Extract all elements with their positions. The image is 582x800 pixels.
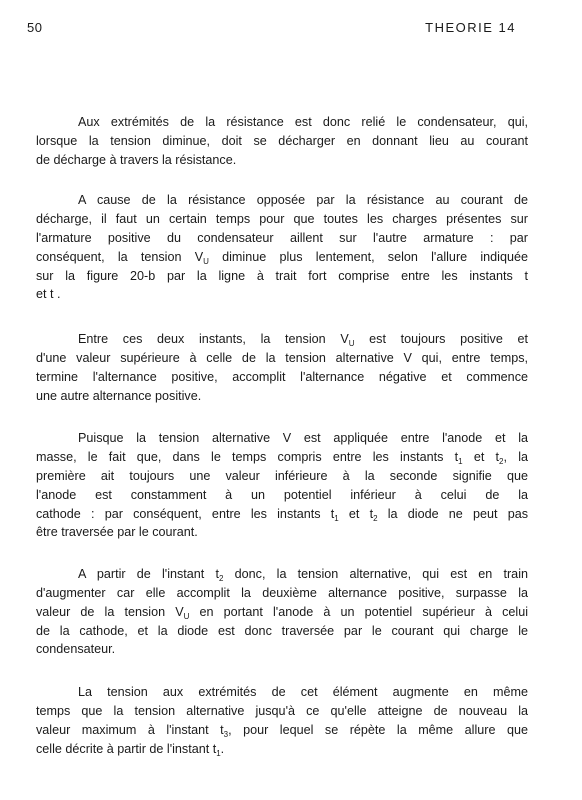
- text-line: Aux extrémités de la résistance est donc relié le condensateur, qui,: [78, 115, 528, 129]
- subscript: 1: [458, 457, 463, 467]
- text-line: être traversée par le courant.: [36, 525, 198, 540]
- body-text: [36, 113, 528, 777]
- text-run: et t: [338, 506, 374, 521]
- page-number: 50: [27, 20, 43, 35]
- text-run: en portant l'anode à un potentiel supérieur à celui: [189, 604, 528, 619]
- text-line: de décharge à travers la résistance.: [36, 152, 237, 167]
- paragraph-1: [36, 113, 528, 169]
- text-run: masse, le fait que, dans le temps compris entre les instants t: [36, 450, 459, 465]
- subscript: 3: [223, 729, 229, 739]
- text-run: celle décrite à partir de l'instant t: [36, 741, 217, 756]
- text-line: [36, 248, 528, 267]
- text-run: la diode ne peut pas: [377, 506, 529, 521]
- text-line: Puisque la tension alternative V est appliquée entre l'anode et la: [78, 431, 528, 446]
- subscript: 2: [499, 457, 504, 467]
- running-title: THEORIE 14: [425, 20, 516, 35]
- text-line: d'une valeur supérieure à celle de la tension alternative V qui, entre temps,: [36, 350, 528, 365]
- text-line: [36, 565, 528, 584]
- text-run: Entre ces deux instants, la tension V: [78, 332, 349, 347]
- text-run: diminue plus lentement, selon l'allure indiquée: [208, 249, 528, 264]
- text-line: [36, 330, 528, 349]
- text-run: valeur de la tension V: [36, 604, 184, 619]
- text-line: et t .: [36, 287, 61, 302]
- paragraph-4: [36, 429, 528, 542]
- subscript: 2: [219, 574, 224, 584]
- subscript: U: [348, 339, 355, 349]
- subscript: 2: [373, 513, 378, 523]
- subscript: 1: [334, 513, 339, 523]
- text-run: , pour lequel se répète la même allure que: [228, 722, 528, 737]
- text-run: donc, la tension alternative, qui est en train: [223, 567, 528, 582]
- text-line: décharge, il faut un certain temps pour que toutes les charges présentes sur: [36, 212, 528, 227]
- text-line: termine l'alternance positive, accomplit l'alternance négative et commence: [36, 369, 528, 384]
- text-line: [36, 740, 528, 759]
- text-run: est toujours positive et: [354, 332, 528, 347]
- paragraph-3: [36, 330, 528, 405]
- text-line: d'augmenter car elle accomplit la deuxième alternance positive, surpasse la: [36, 585, 528, 600]
- text-run: cathode : par conséquent, entre les instants t: [36, 506, 335, 521]
- text-run: A partir de l'instant t: [78, 567, 220, 582]
- text-line: l'armature positive du condensateur aillent sur l'autre armature : par: [36, 230, 528, 245]
- text-line: condensateur.: [36, 642, 116, 657]
- text-line: La tension aux extrémités de cet élément augmente en même: [78, 685, 528, 700]
- text-line: [36, 721, 528, 740]
- text-line: [36, 448, 528, 467]
- subscript: U: [203, 256, 209, 266]
- page-header: [27, 20, 516, 40]
- subscript: 1: [216, 748, 221, 758]
- text-line: première ait toujours une valeur inférieure à la seconde signifie que: [36, 468, 528, 483]
- paragraph-6: [36, 683, 528, 758]
- text-line: sur la figure 20-b par la ligne à trait fort comprise entre les instants t: [36, 268, 528, 283]
- text-line: une autre alternance positive.: [36, 388, 202, 403]
- text-line: [36, 603, 528, 622]
- text-line: lorsque la tension diminue, doit se décharger en donnant lieu au courant: [36, 133, 528, 148]
- text-run: valeur maximum à l'instant t: [36, 722, 224, 737]
- text-line: temps que la tension alternative jusqu'à ce qu'elle atteigne de nouveau la: [36, 703, 528, 718]
- text-run: et t: [462, 450, 500, 465]
- text-line: de la cathode, et la diode est donc traversée par le courant qui charge le: [36, 623, 528, 638]
- text-run: conséquent, la tension V: [36, 249, 204, 264]
- text-run: .: [220, 741, 225, 756]
- paragraph-2: [36, 191, 528, 304]
- subscript: U: [183, 611, 190, 621]
- text-line: A cause de la résistance opposée par la résistance au courant de: [78, 193, 528, 208]
- paragraph-5: [36, 565, 528, 659]
- text-line: [36, 505, 528, 524]
- text-line: l'anode est constamment à un potentiel inférieur à celui de la: [36, 487, 528, 502]
- text-run: , la: [503, 450, 529, 465]
